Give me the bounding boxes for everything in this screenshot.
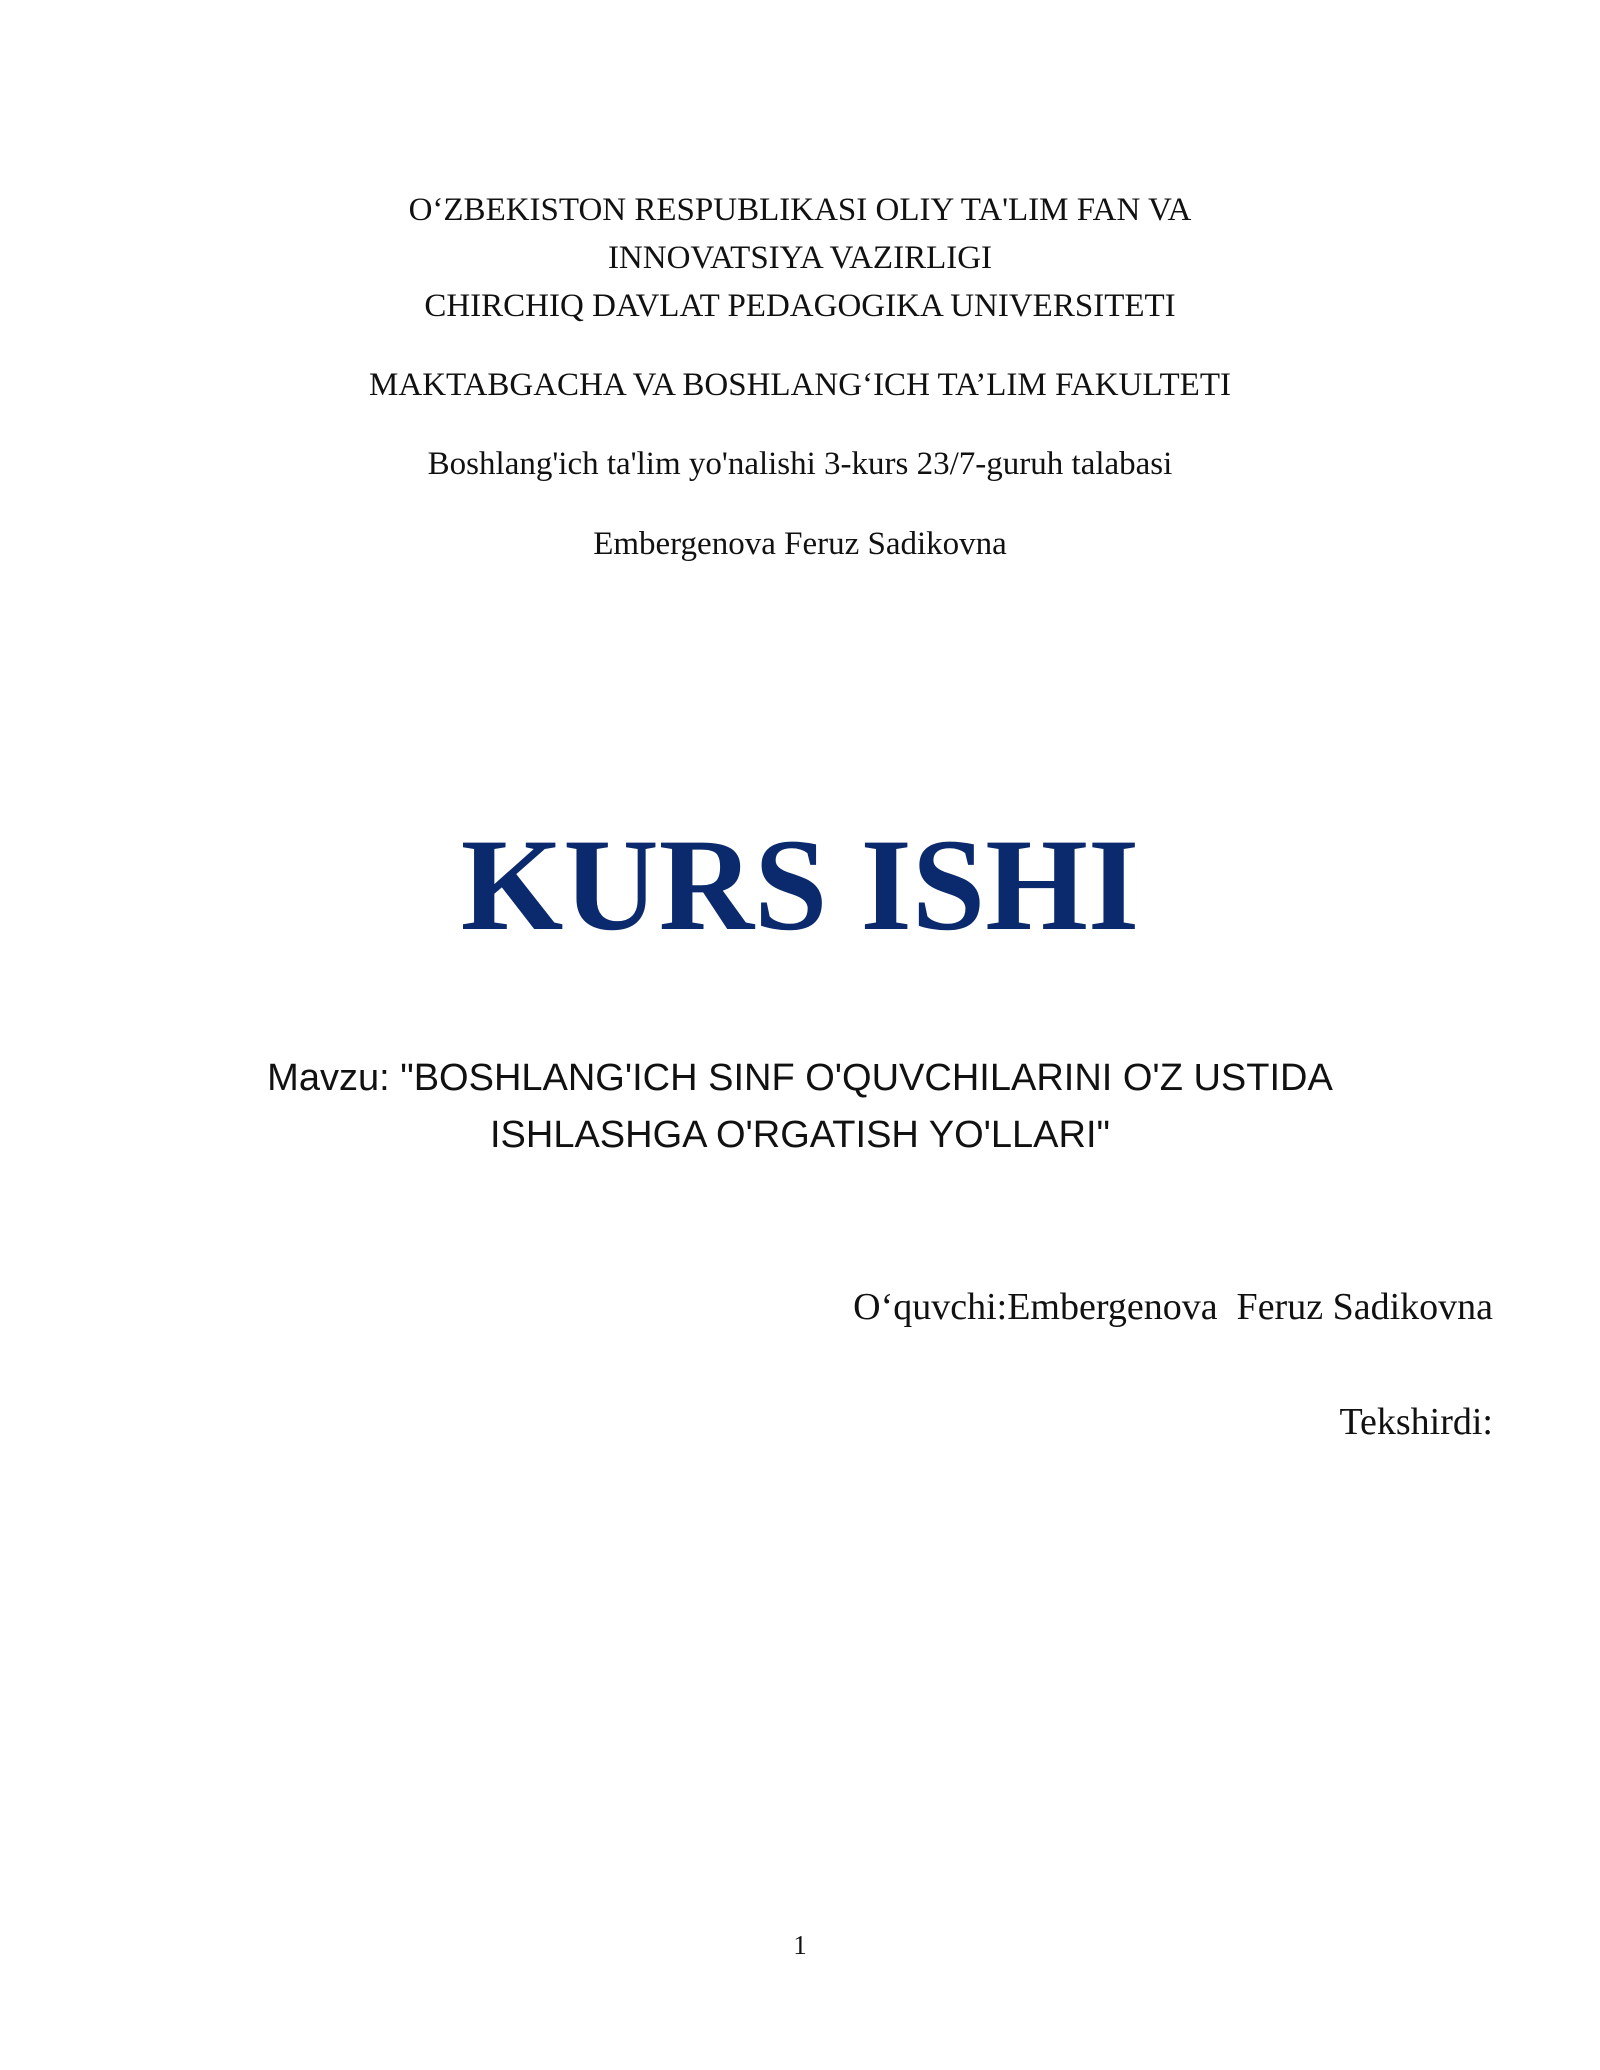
page-number: 1 [793, 1930, 807, 1960]
faculty-name: MAKTABGACHA VA BOSHLANG‘ICH TA’LIM FAKULTETI [369, 367, 1231, 403]
topic-line-1: Mavzu: "BOSHLANG'ICH SINF O'QUVCHILARINI O'Z USTIDA [267, 1057, 1333, 1099]
university-name: CHIRCHIQ DAVLAT PEDAGOGIKA UNIVERSITETI [424, 288, 1176, 324]
student-info: Boshlang'ich ta'lim yo'nalishi 3-kurs 23/7-guruh talabasi [427, 446, 1173, 482]
student-signature: O‘quvchi:Embergenova Feruz Sadikovna [853, 1286, 1493, 1328]
student-name: Embergenova Feruz Sadikovna [593, 526, 1007, 562]
checked-by: Tekshirdi: [1339, 1401, 1493, 1443]
topic [0, 1050, 1600, 1164]
document-title: KURS ISHI [460, 811, 1140, 958]
topic-line-2: ISHLASHGA O'RGATISH YO'LLARI" [489, 1114, 1110, 1156]
ministry-line-2: INNOVATSIYA VAZIRLIGI [607, 240, 993, 276]
ministry-line-1: O‘ZBEKISTON RESPUBLIKASI OLIY TA'LIM FAN VA [408, 192, 1192, 228]
